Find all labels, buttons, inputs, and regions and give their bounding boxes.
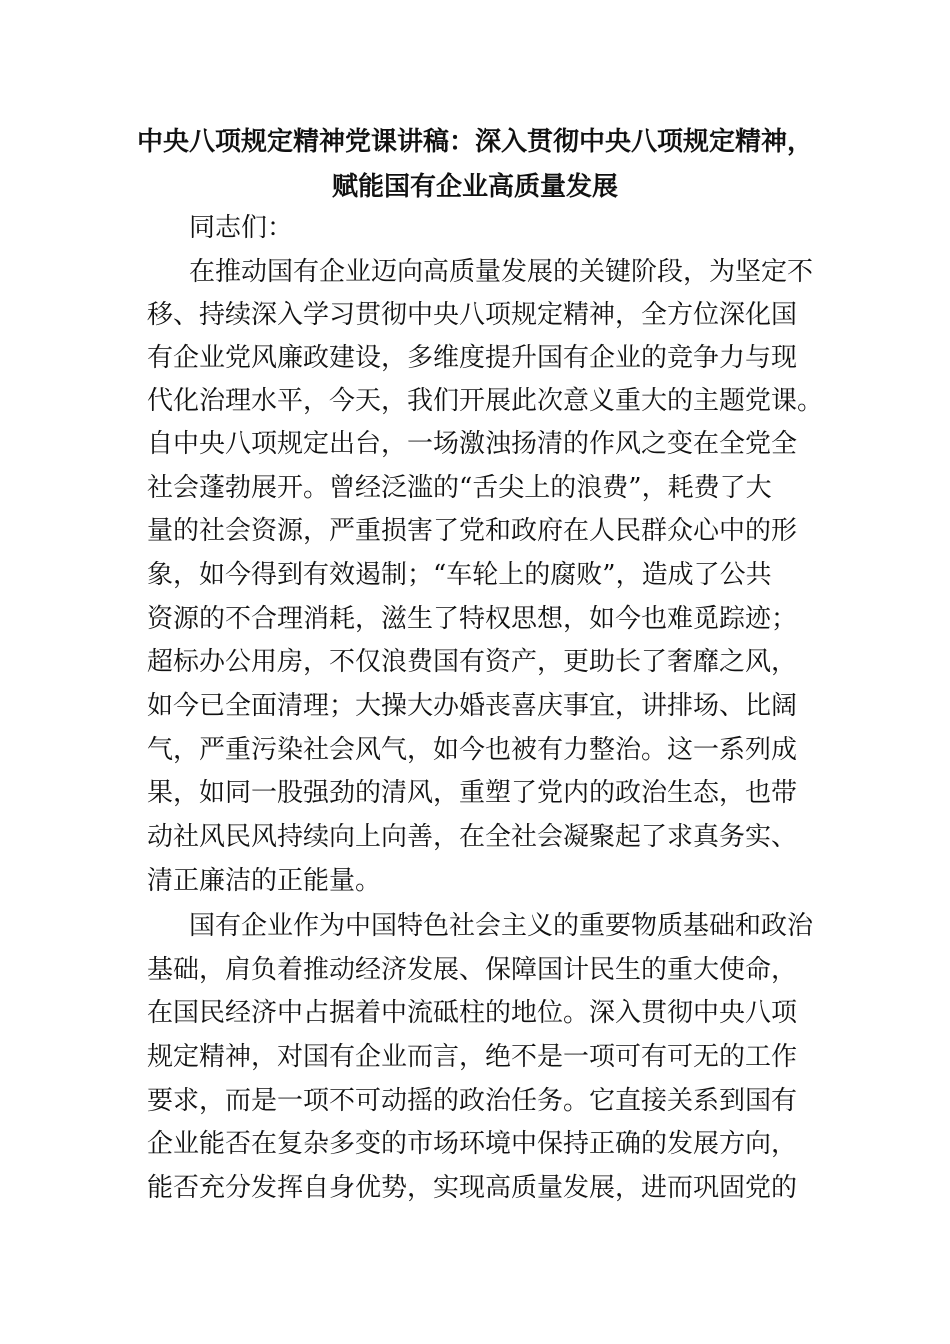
salutation: 同志们：	[189, 213, 294, 243]
paragraph-1-line: 量的社会资源，严重损害了党和政府在人民群众心中的形	[147, 516, 798, 546]
paragraph-1-line: 自中央八项规定出台，一场激浊扬清的作风之变在全党全	[147, 429, 798, 459]
document-title-line-1: 中央八项规定精神党课讲稿：深入贯彻中央八项规定精神，	[136, 127, 813, 157]
paragraph-2-line: 能否充分发挥自身优势，实现高质量发展，进而巩固党的	[147, 1173, 798, 1203]
paragraph-2-line: 企业能否在复杂多变的市场环境中保持正确的发展方向，	[147, 1129, 798, 1159]
paragraph-1-line: 清正廉洁的正能量。	[147, 866, 382, 896]
paragraph-1-line: 代化治理水平，今天，我们开展此次意义重大的主题党课。	[147, 386, 824, 416]
paragraph-1-line: 超标办公用房，不仅浪费国有资产，更助长了奢靡之风，	[147, 647, 798, 677]
paragraph-1-line: 移、持续深入学习贯彻中央八项规定精神，全方位深化国	[147, 300, 798, 330]
paragraph-1-line: 如今已全面清理；大操大办婚丧喜庆事宜，讲排场、比阔	[147, 691, 798, 721]
paragraph-1-line: 气，严重污染社会风气，如今也被有力整治。这一系列成	[147, 735, 798, 765]
paragraph-2-line: 基础，肩负着推动经济发展、保障国计民生的重大使命，	[147, 955, 798, 985]
paragraph-1-line: 果，如同一股强劲的清风，重塑了党内的政治生态，也带	[147, 778, 798, 808]
paragraph-1-line: 在推动国有企业迈向高质量发展的关键阶段，为坚定不	[189, 257, 814, 287]
paragraph-2-line: 规定精神，对国有企业而言，绝不是一项可有可无的工作	[147, 1042, 798, 1072]
paragraph-2-line: 要求，而是一项不可动摇的政治任务。它直接关系到国有	[147, 1086, 798, 1116]
paragraph-2-line: 在国民经济中占据着中流砥柱的地位。深入贯彻中央八项	[147, 998, 798, 1028]
paragraph-2-line: 国有企业作为中国特色社会主义的重要物质基础和政治	[189, 911, 814, 941]
paragraph-1-line: 象，如今得到有效遏制；“车轮上的腐败”，造成了公共	[147, 560, 772, 590]
document-title-line-2: 赋能国有企业高质量发展	[331, 172, 618, 202]
paragraph-1-line: 资源的不合理消耗，滋生了特权思想，如今也难觅踪迹；	[147, 604, 798, 634]
paragraph-1-line: 有企业党风廉政建设，多维度提升国有企业的竞争力与现	[147, 343, 798, 373]
paragraph-1-line: 社会蓬勃展开。曾经泛滥的“舌尖上的浪费”，耗费了大	[147, 473, 772, 503]
paragraph-1-line: 动社风民风持续向上向善，在全社会凝聚起了求真务实、	[147, 822, 798, 852]
